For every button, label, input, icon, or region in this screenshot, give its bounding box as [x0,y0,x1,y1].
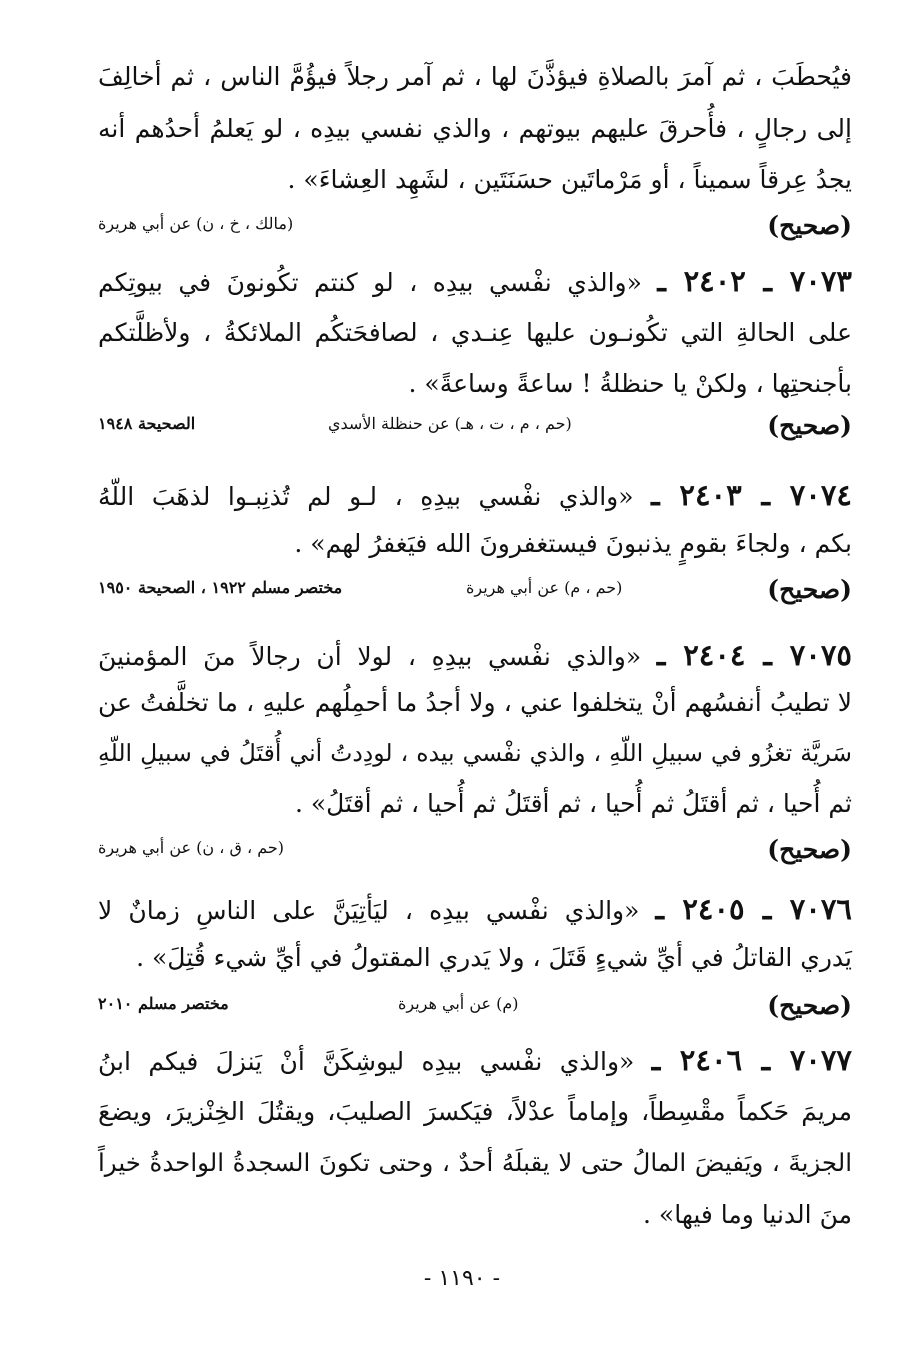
hadith-line [98,480,852,512]
hadith-line [98,266,852,298]
source-row [98,832,852,874]
source-row [98,208,852,250]
source-label: (م) عن أبي هريرة [398,994,519,1013]
hadith-line: الجزيةَ ، ويَفيضَ المالُ حتى لا يقبلَهُ أحدٌ ، وحتى تكونَ السجدةُ الواحدةُ خيراً [98,1148,852,1177]
hadith-line: يَدري القاتلُ في أيِّ شيءٍ قَتَلَ ، ولا يَدري المقتولُ في أيِّ شيء قُتِلَ» . [136,943,852,972]
hadith-text: «والذي نفْسي بيدِه ، لو كنتم تكُونونَ في بيوتِكم [98,268,642,297]
source-row [98,988,852,1030]
hadith-number: ٧٠٧٥ ـ ٢٤٠٤ ـ [656,638,853,672]
hadith-text: «والذي نفْسي بيدِه ، ليَأتِيَنَّ على الناسِ زمانٌ لا [98,896,640,925]
grade-label: (صحيح) [767,835,852,864]
hadith-text: «والذي نفْسي بيدِه ليوشِكَنَّ أنْ يَنزلَ فيكم ابنُ [98,1047,635,1076]
page-number: - ١١٩٠ - [423,1266,501,1291]
hadith-line [98,640,852,672]
grade-label: (صحيح) [767,411,852,440]
hadith-number: ٧٠٧٤ ـ ٢٤٠٣ ـ [651,478,853,512]
source-row [98,572,852,614]
source-label: (حم ، م ، ت ، هـ) عن حنظلة الأسدي [328,414,572,433]
reference-label: الصحيحة ١٩٤٨ [98,414,196,433]
reference-label: مختصر مسلم ١٩٢٢ ، الصحيحة ١٩٥٠ [98,578,343,597]
hadith-line: بأجنحتِها ، ولكنْ يا حنظلةُ ! ساعةً وساعةً» . [408,369,852,398]
grade-label: (صحيح) [767,211,852,240]
hadith-line: على الحالةِ التي تكُونـون عليها عِنـدي ، لصافحَتكُم الملائكةُ ، ولأظلَّتكم [98,318,852,347]
hadith-text: «والذي نفْسي بيدِهِ ، لولا أن رجالاً منَ المؤمنينَ [98,642,642,671]
grade-label: (صحيح) [767,991,852,1020]
grade-label: (صحيح) [767,575,852,604]
source-label: (مالك ، خ ، ن) عن أبي هريرة [98,214,294,233]
hadith-line [98,1045,852,1077]
hadith-line: بكم ، ولجاءَ بقومٍ يذنبونَ فيستغفرونَ الله فيَغفرُ لهم» . [294,529,852,558]
hadith-line: فيُحطَبَ ، ثم آمرَ بالصلاةِ فيؤذَّنَ لها ، ثم آمر رجلاً فيؤُمَّ الناس ، ثم أخالِفَ [98,62,852,91]
hadith-line: مريمَ حَكماً مقْسِطاً، وإماماً عدْلاً، فيَكسرَ الصليبَ، ويقتُلَ الخِنْزيرَ، ويضعَ [98,1097,852,1126]
source-label: (حم ، م) عن أبي هريرة [466,578,623,597]
hadith-line: ثم أُحيا ، ثم أقتَلُ ثم أُحيا ، ثم أقتَلُ ثم أُحيا ، ثم أقتَلُ» . [294,789,852,818]
hadith-number: ٧٠٧٦ ـ ٢٤٠٥ ـ [655,892,852,926]
hadith-line: إلى رجالٍ ، فأُحرقَ عليهم بيوتهم ، والذي نفسي بيدِه ، لو يَعلمُ أحدُهم أنه [98,114,852,143]
reference-label: مختصر مسلم ٢٠١٠ [98,994,229,1013]
hadith-text: «والذي نفْسي بيدِهِ ، لـو لم تُذنِبـوا لذهَبَ اللّهُ [98,482,634,511]
source-row [98,408,852,450]
hadith-number: ٧٠٧٧ ـ ٢٤٠٦ ـ [651,1043,853,1077]
hadith-line [98,894,852,926]
hadith-line: سَريَّة تغزُو في سبيلِ اللّهِ ، والذي نفْسي بيده ، لودِدتُ أني أُقتَلُ في سبيلِ اللّهِ [98,739,852,767]
hadith-line: لا تطيبُ أنفسُهم أنْ يتخلفوا عني ، ولا أجدُ ما أحمِلُهم عليهِ ، ما تخلَّفتُ عن [98,688,852,717]
hadith-number: ٧٠٧٣ ـ ٢٤٠٢ ـ [657,264,852,298]
source-label: (حم ، ق ، ن) عن أبي هريرة [98,838,285,857]
hadith-line: يجدُ عِرقاً سميناً ، أو مَرْماتَين حسَنَتَين ، لشَهِد العِشاءَ» . [287,165,852,194]
hadith-line: منَ الدنيا وما فيها» . [643,1200,852,1229]
